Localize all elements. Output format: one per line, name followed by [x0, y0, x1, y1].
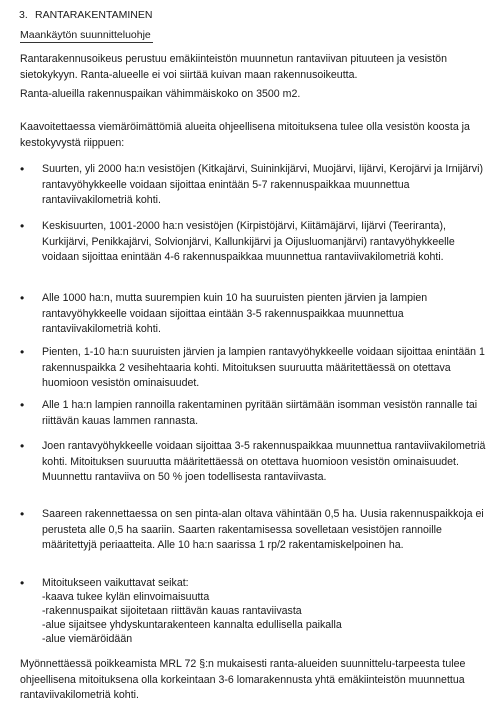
bullet-icon: •: [20, 162, 25, 176]
list-item-text: Joen rantavyöhykkeelle voidaan sijoittaa 3-5 rakennuspaikkaa muunnettua rantaviivakilometriä kohti. Mitoituksen suuruutta määritettäessä on otettava huomioon vesistön ominaisuudet. Muunnettu rantaviiva on 50 % joen todellisesta rantaviivasta.: [42, 440, 486, 483]
dimensioning-paragraph: Kaavoitettaessa viemäröimättömiä alueita ohjeellisena mitoituksena tulee olla vesistön koosta ja kestokyvystä riippuen:: [20, 121, 470, 149]
bullet-icon: •: [20, 507, 25, 521]
list-item-text: Alle 1 ha:n lampien rannoilla rakentaminen pyritään siirtämään isomman vesistön rannalle tai riittävän kauas lammen rannasta.: [42, 399, 478, 427]
section-number: 3.: [19, 9, 28, 21]
closing-paragraph: Myönnettäessä poikkeamista MRL 72 §:n mukaisesti ranta-alueiden suunnittelu-tarpeesta tulee ohjeellisena mitoituksena olla korkeintaan 3-6 lomarakennusta yhtä emäkiinteistön muunnettua rantaviivakilometriä kohti.: [20, 658, 466, 701]
list-item-text: Suurten, yli 2000 ha:n vesistöjen (Kitkajärvi, Suininkijärvi, Muojärvi, Iijärvi, Kerojärvi ja Irnijärvi) rantavyöhykkeelle voidaan sijoittaa enintään 5-7 rakennuspaikkaa muunnettua rantaviivakilometriä kohti.: [42, 163, 483, 206]
factor-line: -alue sijaitsee yhdyskuntarakenteen kannalta edullisella paikalla: [42, 619, 342, 631]
bullet-icon: •: [20, 219, 25, 233]
bullet-icon: •: [20, 576, 25, 590]
factor-line: -alue viemäröidään: [42, 633, 133, 645]
list-item-text: Pienten, 1-10 ha:n suuruisten järvien ja lampien rantavyöhykkeelle voidaan sijoittaa enintään 1 rakennuspaikka 2 vesihehtaaria kohti. Mitoituksen suuruutta määritettäessä on otettava huomioon vesistön ominaisuudet.: [42, 346, 485, 389]
bullet-icon: •: [20, 439, 25, 453]
list-item-text: Alle 1000 ha:n, mutta suurempien kuin 10 ha suuruisten pienten järvien ja lampien rantavyöhykkeelle voidaan sijoittaa eintään 3-5 rakennuspaikkaa muunnettua rantaviivakilometriä kohti.: [42, 292, 428, 335]
factor-line: -kaava tukee kylän elinvoimaisuutta: [42, 591, 210, 603]
subheading: Maankäytön suunnitteluohje: [20, 29, 151, 41]
bullet-icon: •: [20, 291, 25, 305]
list-item-text: Keskisuurten, 1001-2000 ha:n vesistöjen (Kirpistöjärvi, Kiitämäjärvi, Iijärvi (Teeriranta), Kurkijärvi, Penikkajärvi, Solvionjärvi, Kallunkijärvi ja Oijusluomanjärvi) rantavyöhykkeelle voidaan sijoittaa enintään 4-6 rakennuspaikkaa muunnettua rantaviivakilometriä kohti.: [42, 220, 455, 263]
list-item-text: Mitoitukseen vaikuttavat seikat:: [42, 577, 189, 589]
bullet-icon: •: [20, 398, 25, 412]
intro-paragraph: Rantarakennusoikeus perustuu emäkiinteistön muunnetun rantaviivan pituuteen ja vesistön sietokykyyn. Ranta-alueelle ei voi siirtää kuivan maan rakennusoikeutta.: [20, 53, 447, 81]
bullet-icon: •: [20, 345, 25, 359]
section-heading: [19, 9, 152, 21]
list-item-text: Saareen rakennettaessa on sen pinta-alan oltava vähintään 0,5 ha. Uusia rakennuspaikkoja ei perusteta alle 0,5 ha saariin. Saarten rakentamisessa sovelletaan vesistöjen rannoille määritettyjä periaatteita. Alle 10 ha:n saarissa 1 rp/2 rakentamiskelpoinen ha.: [42, 508, 484, 551]
section-title: RANTARAKENTAMINEN: [35, 9, 153, 21]
min-size-paragraph: Ranta-alueilla rakennuspaikan vähimmäiskoko on 3500 m2.: [20, 88, 301, 100]
factor-line: -rakennuspaikat sijoitetaan riittävän kauas rantaviivasta: [42, 605, 302, 617]
